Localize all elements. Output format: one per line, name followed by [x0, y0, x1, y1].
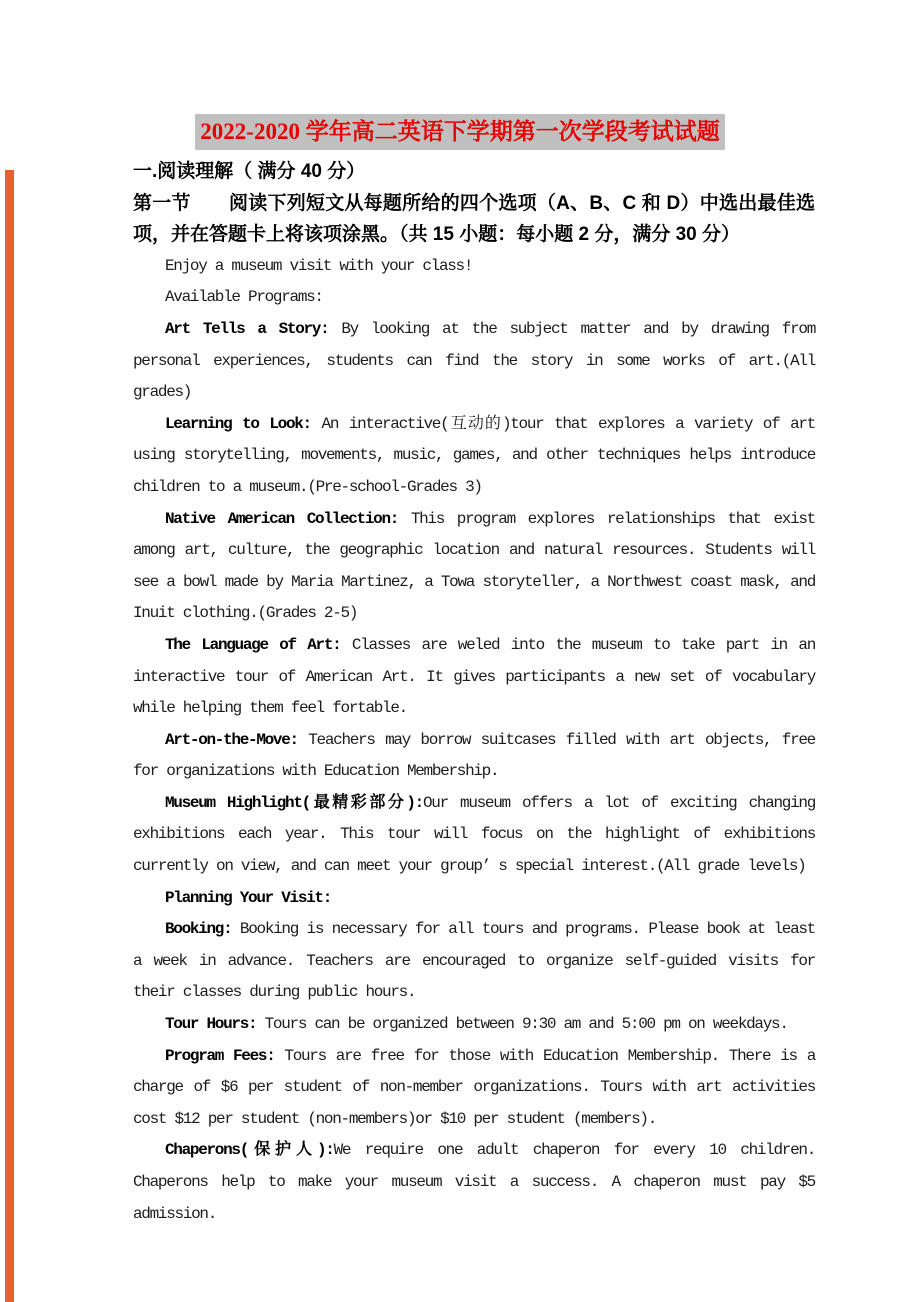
passage-paragraph	[133, 1009, 815, 1041]
paragraph-text: We require one adult chaperon for every 10 children. Chaperons help to make your museum visit a success. A chaperon must pay $5 admission.	[133, 1141, 815, 1223]
passage-paragraph	[133, 409, 815, 504]
passage-paragraph	[133, 630, 815, 725]
paragraph-label: Planning Your Visit:	[165, 888, 332, 907]
paragraph-text: Our museum offers a lot of exciting changing exhibitions each year. This tour will focus on the highlight of exhibitions currently on view, and can meet your group’ s special interest.(All grade levels)	[133, 793, 815, 876]
paragraph-text: This program explores relationships that exist among art, culture, the geographic location and natural resources. Students will see a bowl made by Maria Martinez, a Towa storyteller, a Northwest coast mask, and Inuit clothing.(Grades 2-5)	[133, 509, 815, 623]
section-heading: 一.阅读理解（ 满分 40 分）	[133, 161, 366, 182]
passage-paragraph	[133, 914, 815, 1009]
passage-paragraph	[133, 251, 815, 283]
paragraph-label: Learning to Look:	[165, 414, 311, 433]
paragraph-label: Booking:	[165, 920, 232, 939]
passage-paragraph	[133, 1135, 815, 1230]
passage-paragraph	[133, 314, 815, 409]
paragraph-label: Native American Collection:	[165, 509, 399, 528]
paragraph-text: Available Programs:	[165, 288, 323, 307]
document-title: 2022-2020 学年高二英语下学期第一次学段考试试题	[195, 114, 724, 150]
paragraph-label: Tour Hours:	[165, 1015, 257, 1034]
paragraph-text: Tours are free for those with Education Membership. There is a charge of $6 per student of non-member organizations. Tours with art activities cost $12 per student (non-members)or $10 per student (members).	[133, 1046, 816, 1128]
passage-paragraph	[133, 788, 815, 883]
paragraph-label: Art-on-the-Move:	[165, 730, 298, 749]
part-label: 第一节	[133, 192, 191, 214]
paragraph-text: Booking is necessary for all tours and programs. Please book at least a week in advance. Teachers are encouraged to organize self-guided visits for their classes during public hours.	[133, 920, 815, 1002]
paragraph-label: Museum Highlight(最精彩部分):	[165, 793, 423, 812]
paragraph-text: Tours can be organized between 9:30 am and 5:00 pm on weekdays.	[256, 1015, 788, 1034]
title-row	[0, 114, 920, 150]
section-instructions	[133, 188, 815, 251]
instructions-text: 阅读下列短文从每题所给的四个选项（A、B、C 和 D）中选出最佳选项，并在答题卡上将该项涂黑。（共 15 小题：每小题 2 分，满分 30 分）	[133, 192, 815, 246]
paragraph-text: By looking at the subject matter and by drawing from personal experiences, students can find the story in some works of art.(All grades)	[133, 319, 816, 402]
paragraph-label: Program Fees:	[165, 1046, 275, 1065]
paragraph-text: Teachers may borrow suitcases filled with art objects, free for organizations with Education Membership.	[133, 730, 815, 781]
paragraph-text: Enjoy a museum visit with your class!	[165, 256, 473, 275]
left-accent-bar	[5, 170, 14, 1302]
paragraph-label: The Language of Art:	[165, 635, 341, 654]
passage-paragraph	[133, 1041, 815, 1136]
paragraph-label: Art Tells a Story:	[165, 319, 329, 338]
document-body	[133, 156, 815, 1230]
passage-paragraph	[133, 883, 815, 915]
paragraph-text: Classes are weled into the museum to take part in an interactive tour of American Art. It gives participants a new set of vocabulary while helping them feel fortable.	[133, 635, 815, 718]
passage-paragraph	[133, 725, 815, 788]
paragraph-text: An interactive(互动的)tour that explores a variety of art using storytelling, movements, music, games, and other techniques helps introduce children to a museum.(Pre-school-Grades 3)	[133, 414, 815, 496]
passage-paragraph	[133, 282, 815, 314]
paragraph-label: Chaperons(保护人):	[165, 1141, 334, 1160]
passage-paragraph	[133, 504, 815, 630]
